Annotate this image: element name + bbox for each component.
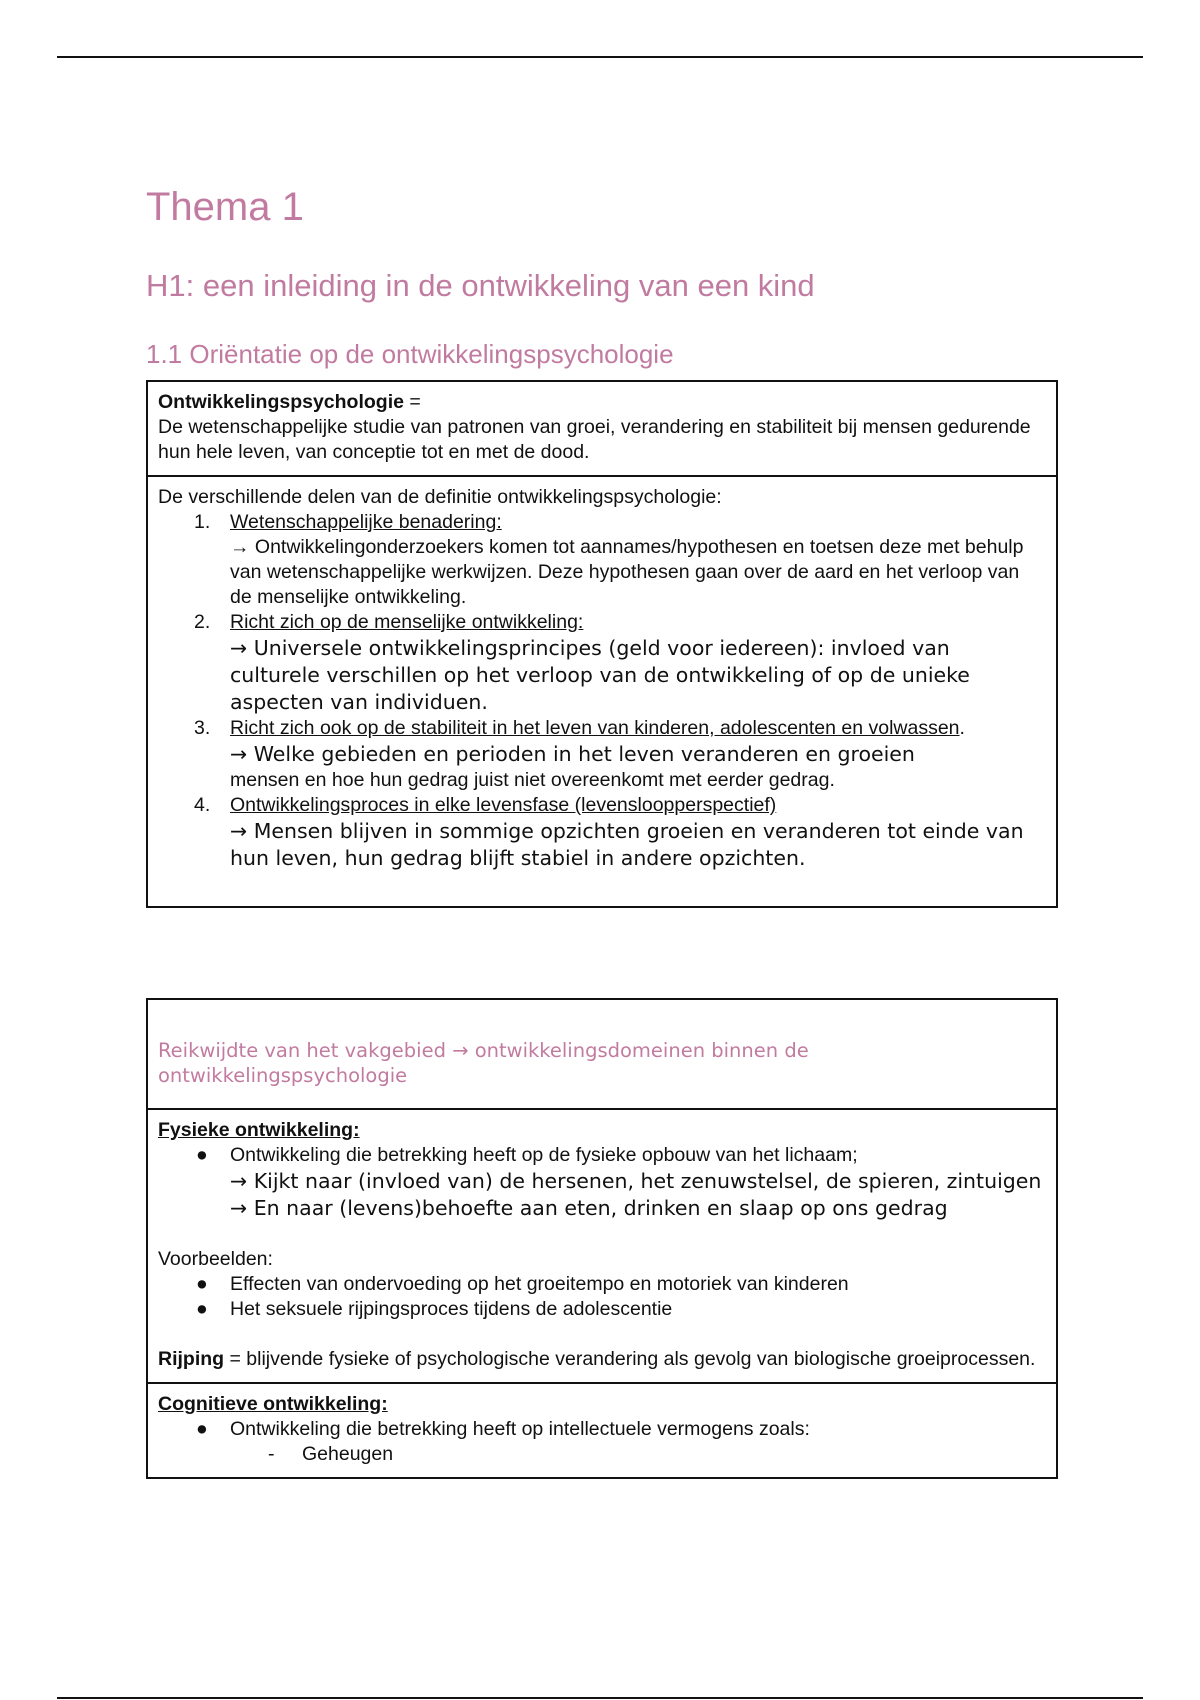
item-number: 4. — [194, 794, 211, 816]
physical-sub-2: → En naar (levens)behoefte aan eten, drinken en slaap op ons gedrag — [230, 1196, 948, 1220]
list-item — [158, 1297, 1046, 1322]
cognitive-bullet-text: Ontwikkeling die betrekking heeft op intellectuele vermogens zoals: — [230, 1418, 810, 1440]
cognitive-cell — [147, 1383, 1057, 1478]
item-heading: Wetenschappelijke benadering: — [230, 511, 502, 533]
list-item — [158, 793, 1046, 872]
item-text-cont: mensen en hoe hun gedrag juist niet overeenkomt met eerder gedrag. — [230, 769, 835, 791]
chapter-heading: H1: een inleiding in de ontwikkeling van een kind — [146, 268, 815, 303]
bottom-rule — [57, 1697, 1143, 1699]
section-heading: 1.1 Oriëntatie op de ontwikkelingspsychologie — [146, 339, 674, 369]
definition-table — [146, 380, 1058, 908]
bullet-icon: ● — [196, 1418, 208, 1440]
physical-heading: Fysieke ontwikkeling: — [158, 1119, 360, 1141]
domains-table — [146, 998, 1058, 1479]
parts-intro: De verschillende delen van de definitie ontwikkelingspsychologie: — [158, 486, 722, 508]
top-rule — [57, 56, 1143, 58]
item-heading: Richt zich ook op de stabiliteit in het leven van kinderen, adolescenten en volwassen — [230, 717, 960, 739]
physical-cell — [147, 1109, 1057, 1383]
definition-parts-cell — [147, 476, 1057, 907]
list-item — [158, 1272, 1046, 1297]
page-title: Thema 1 — [146, 185, 304, 229]
cognitive-list — [158, 1417, 1046, 1442]
item-heading: Ontwikkelingsproces in elke levensfase (levensloopperspectief) — [230, 794, 777, 816]
definition-text: De wetenschappelijke studie van patronen van groei, verandering en stabiliteit bij mensen gedurende hun hele leven, van conceptie tot en met de dood. — [158, 416, 1031, 463]
list-item — [158, 1417, 1046, 1442]
item-text: → Universele ontwikkelingsprincipes (geld voor iedereen): invloed van culturele verschillen op het verloop van de ontwikkeling of op de unieke aspecten van individuen. — [230, 636, 970, 714]
bullet-icon: ● — [196, 1273, 208, 1295]
cognitive-sub-list — [158, 1442, 1046, 1467]
rijping-definition — [158, 1347, 1046, 1372]
item-heading-tail: . — [959, 717, 965, 739]
parts-list — [158, 510, 1046, 872]
physical-bullet-text: Ontwikkeling die betrekking heeft op de fysieke opbouw van het lichaam; — [230, 1144, 858, 1166]
bullet-icon: ● — [196, 1298, 208, 1320]
dash-icon: - — [268, 1443, 275, 1465]
definition-term: Ontwikkelingspsychologie — [158, 391, 404, 413]
list-item — [158, 610, 1046, 716]
physical-sub-1: → Kijkt naar (invloed van) de hersenen, het zenuwstelsel, de spieren, zintuigen — [230, 1169, 1042, 1193]
definition-cell — [147, 381, 1057, 476]
rijping-text: = blijvende fysieke of psychologische verandering als gevolg van biologische groeiprocessen. — [224, 1348, 1036, 1370]
item-text: → Ontwikkelingonderzoekers komen tot aannames/hypothesen en toetsen deze met behulp van wetenschappelijke werkwijzen. Deze hypothesen gaan over de aard en het verloop van de menselijke ontwikkeling. — [230, 536, 1024, 608]
item-text: → Mensen blijven in sommige opzichten groeien en veranderen tot einde van hun leven, hun gedrag blijft stabiel in andere opzichten. — [230, 819, 1024, 870]
cognitive-heading: Cognitieve ontwikkeling: — [158, 1393, 388, 1415]
physical-list — [158, 1143, 1046, 1222]
definition-equals: = — [403, 391, 421, 413]
domains-header: Reikwijdte van het vakgebied → ontwikkelingsdomeinen binnen de ontwikkelingspsychologie — [147, 999, 1057, 1109]
example-text: Effecten van ondervoeding op het groeitempo en motoriek van kinderen — [230, 1273, 849, 1295]
list-item — [158, 716, 1046, 793]
item-number: 1. — [194, 511, 211, 533]
list-item — [158, 1143, 1046, 1222]
bullet-icon: ● — [196, 1144, 208, 1166]
list-item — [158, 1442, 1046, 1467]
rijping-term: Rijping — [158, 1348, 225, 1370]
item-number: 2. — [194, 611, 211, 633]
list-item — [158, 510, 1046, 610]
examples-list — [158, 1272, 1046, 1322]
examples-label: Voorbeelden: — [158, 1248, 273, 1270]
cognitive-sub-item: Geheugen — [302, 1443, 394, 1465]
example-text: Het seksuele rijpingsproces tijdens de adolescentie — [230, 1298, 673, 1320]
item-heading: Richt zich op de menselijke ontwikkeling: — [230, 611, 584, 633]
item-number: 3. — [194, 717, 211, 739]
item-text: → Welke gebieden en perioden in het leven veranderen en groeien — [230, 742, 915, 766]
